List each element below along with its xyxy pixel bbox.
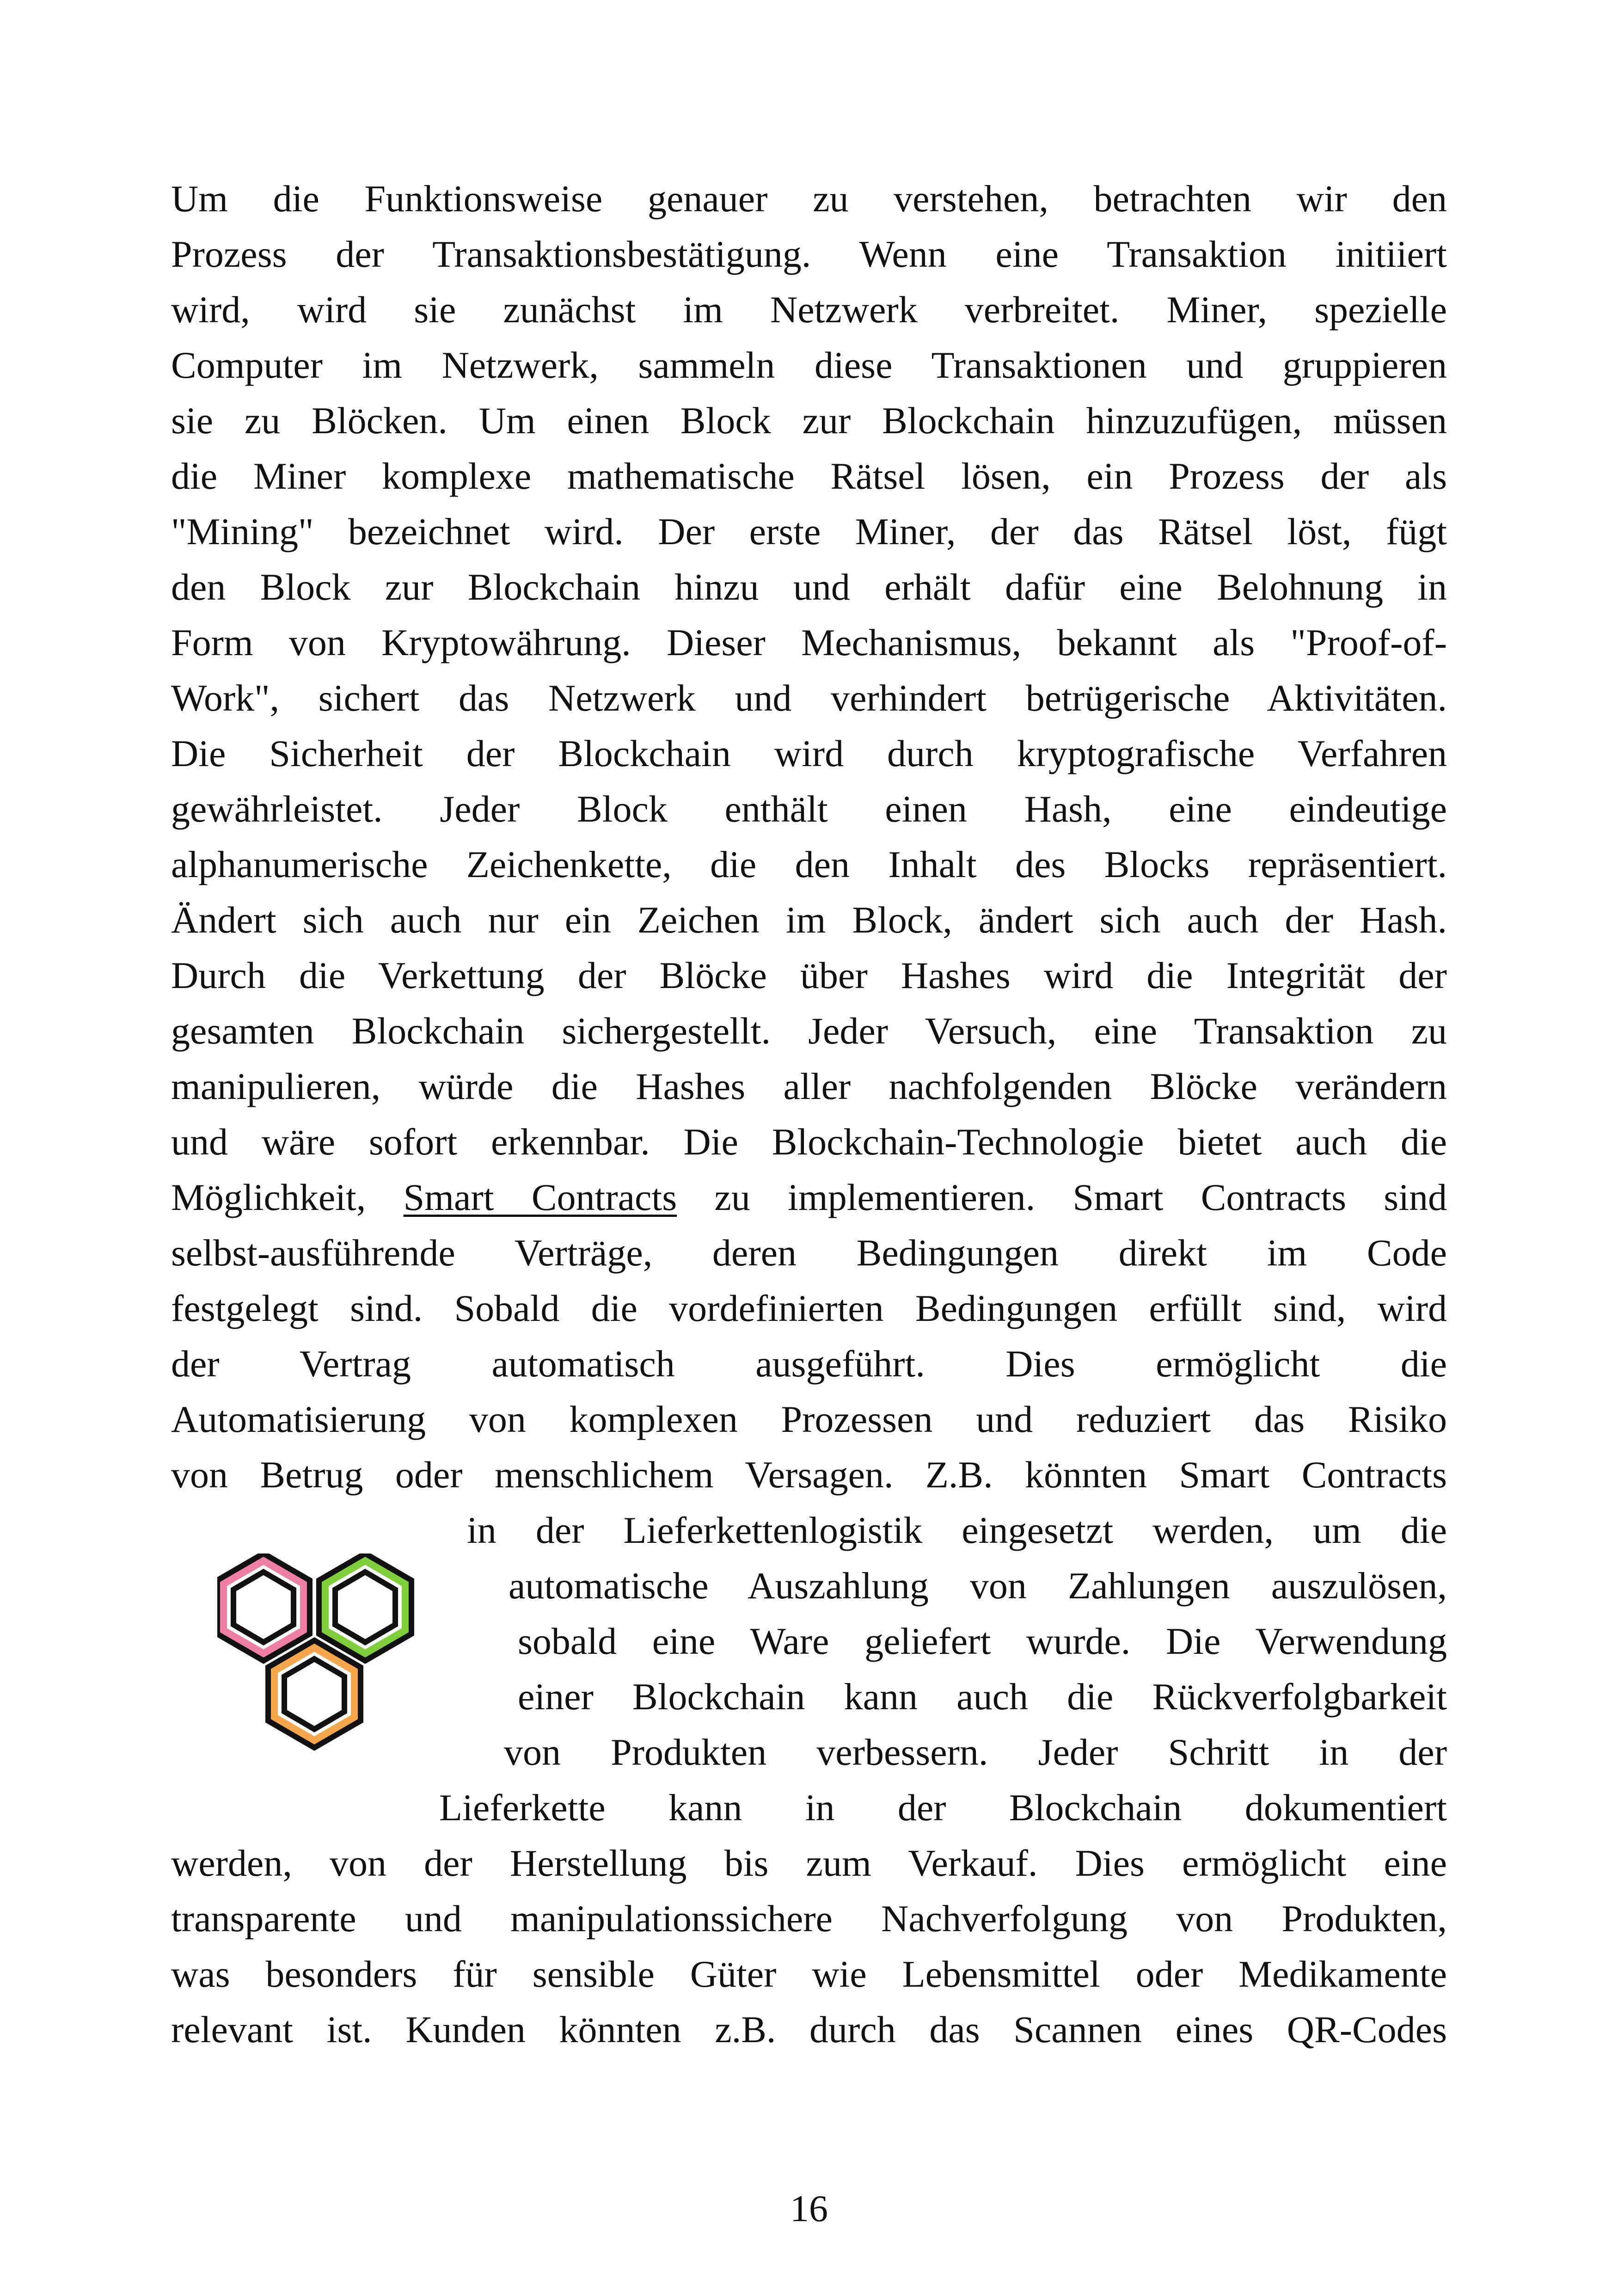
wrap-text <box>504 1725 1447 1780</box>
text-line: von Betrug oder menschlichem Versagen. Z.B. könnten Smart Contracts <box>171 1454 1447 1496</box>
link-line-after: zu implementieren. Smart Contracts sind <box>677 1176 1447 1218</box>
text-line: wird, wird sie zunächst im Netzwerk verbreitet. Miner, spezielle <box>171 289 1447 331</box>
text-line: Um die Funktionsweise genauer zu verstehen, betrachten wir den <box>171 178 1447 220</box>
text-line: sobald eine Ware geliefert wurde. Die Verwendung <box>518 1620 1447 1662</box>
text-line: was besonders für sensible Güter wie Lebensmittel oder Medikamente <box>171 1953 1447 1995</box>
text-line: transparente und manipulationssichere Nachverfolgung von Produkten, <box>171 1897 1447 1940</box>
wrap-text <box>518 1614 1447 1669</box>
wrap-text <box>467 1503 1447 1558</box>
text-line: relevant ist. Kunden könnten z.B. durch das Scannen eines QR-Codes <box>171 2008 1447 2050</box>
text-line: sie zu Blöcken. Um einen Block zur Blockchain hinzuzufügen, müssen <box>171 399 1447 442</box>
text-line: Durch die Verkettung der Blöcke über Hashes wird die Integrität der <box>171 954 1447 996</box>
text-line: in der Lieferkettenlogistik eingesetzt werden, um die <box>467 1509 1447 1551</box>
text-line: selbst-ausführende Verträge, deren Bedingungen direkt im Code <box>171 1232 1447 1274</box>
text-line: festgelegt sind. Sobald die vordefinierten Bedingungen erfüllt sind, wird <box>171 1287 1447 1329</box>
green-hexagon-inner-icon <box>335 1572 395 1642</box>
text-line: Ändert sich auch nur ein Zeichen im Block, ändert sich auch der Hash. <box>171 899 1447 941</box>
orange-hexagon-inner-icon <box>284 1659 344 1729</box>
text-line: Automatisierung von komplexen Prozessen und reduziert das Risiko <box>171 1398 1447 1440</box>
text-line: Form von Kryptowährung. Dieser Mechanismus, bekannt als "Proof-of- <box>171 621 1447 663</box>
text-line: alphanumerische Zeichenkette, die den Inhalt des Blocks repräsentiert. <box>171 843 1447 885</box>
smart-contracts-link[interactable]: Smart Contracts <box>403 1176 677 1218</box>
text-line: automatische Auszahlung von Zahlungen auszulösen, <box>509 1565 1447 1607</box>
text-line: und wäre sofort erkennbar. Die Blockchain-Technologie bietet auch die <box>171 1121 1447 1163</box>
text-line-with-link <box>171 1170 1447 1225</box>
text-line: einer Blockchain kann auch die Rückverfolgbarkeit <box>518 1676 1447 1718</box>
link-line-before: Möglichkeit, <box>171 1176 404 1218</box>
text-line: von Produkten verbessern. Jeder Schritt in der <box>504 1731 1447 1773</box>
wrap-text <box>518 1669 1447 1725</box>
text-line: Die Sicherheit der Blockchain wird durch kryptografische Verfahren <box>171 732 1447 774</box>
wrap-text <box>439 1780 1447 1836</box>
pink-hexagon-inner-icon <box>233 1572 294 1642</box>
text-line: Prozess der Transaktionsbestätigung. Wenn eine Transaktion initiiert <box>171 233 1447 275</box>
text-line: den Block zur Blockchain hinzu und erhält dafür eine Belohnung in <box>171 566 1447 608</box>
text-line: gesamten Blockchain sichergestellt. Jeder Versuch, eine Transaktion zu <box>171 1010 1447 1052</box>
hexagon-logo-icon <box>217 1553 439 1785</box>
wrap-text <box>509 1558 1447 1614</box>
text-line: Lieferkette kann in der Blockchain dokumentiert <box>439 1786 1447 1829</box>
text-line: der Vertrag automatisch ausgeführt. Dies ermöglicht die <box>171 1343 1447 1385</box>
page-number: 16 <box>790 2187 828 2229</box>
text-line: werden, von der Herstellung bis zum Verkauf. Dies ermöglicht eine <box>171 1842 1447 1884</box>
text-line: gewährleistet. Jeder Block enthält einen Hash, eine eindeutige <box>171 788 1447 830</box>
text-line: die Miner komplexe mathematische Rätsel lösen, ein Prozess der als <box>171 455 1447 497</box>
text-line: Work", sichert das Netzwerk und verhindert betrügerische Aktivitäten. <box>171 677 1447 719</box>
text-line: manipulieren, würde die Hashes aller nachfolgenden Blöcke verändern <box>171 1065 1447 1107</box>
text-line: Computer im Netzwerk, sammeln diese Transaktionen und gruppieren <box>171 344 1447 386</box>
body-text-bottom <box>171 1836 1447 2057</box>
text-line: "Mining" bezeichnet wird. Der erste Miner, der das Rätsel löst, fügt <box>171 510 1447 553</box>
body-text-top <box>171 171 1447 1503</box>
